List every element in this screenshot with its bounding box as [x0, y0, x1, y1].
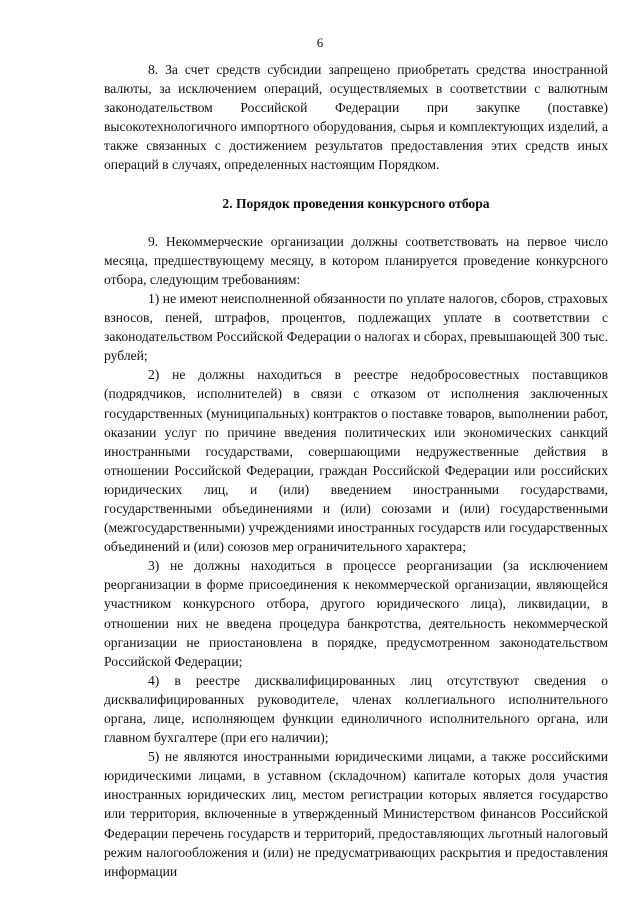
- requirement-item-1: 1) не имеют неисполненной обязанности по уплате налогов, сборов, страховых взносов, пеней, штрафов, процентов, подлежащих уплате в соответствии с законодательством Российской Федерации о налогах и сборах, превышающей 300 тыс. рублей;: [104, 290, 608, 364]
- requirement-item-5: 5) не являются иностранными юридическими лицами, а также российскими юридическими лицами, в уставном (складочном) капитале которых доля участия иностранных юридических лиц, местом регистрации которых является государство или территория, включенные в утвержденный Министерством финансов Российской Федерации перечень государств и территорий, предоставляющих льготный налоговый режим налогообложения и (или) не предусматривающих раскрытия и предоставления информации: [104, 749, 608, 879]
- page-number: 6: [316, 35, 324, 50]
- section-heading: 2. Порядок проведения конкурсного отбора: [222, 195, 490, 211]
- requirement-item-2: 2) не должны находиться в реестре недобросовестных поставщиков (подрядчиков, исполнителей) в связи с отказом от исполнения заключенных государственных (муниципальных) контрактов о поставке товаров, выполнении работ, оказании услуг по причине введения политических или экономических санкций иностранными государствами, совершающими недружественные действия в отношении Российской Федерации, граждан Российской Федерации или российских юридических лиц, и (или) введением иностранными государствами, государственными объединениями и (или) союзами и (или) государственными (межгосударственными) учреждениями иностранных государств или государственных объединений и (или) союзов мер ограничительного характера;: [104, 367, 608, 555]
- document-body: [104, 60, 608, 881]
- paragraph-8: 8. За счет средств субсидии запрещено приобретать средства иностранной валюты, за исключением операций, осуществляемых в соответствии с валютным законодательством Российской Федерации при закупке (поставке) высокотехнологичного импортного оборудования, сырья и комплектующих изделий, а также связанных с достижением результатов предоставления этих средств иных операций в случаях, определенных настоящим Порядком.: [104, 62, 608, 173]
- requirement-item-4: 4) в реестре дисквалифицированных лиц отсутствуют сведения о дисквалифицированных руководителе, членах коллегиального исполнительного органа, лице, исполняющем функции единоличного исполнительного органа, или главном бухгалтере (при его наличии);: [104, 672, 608, 746]
- paragraph-9: 9. Некоммерческие организации должны соответствовать на первое число месяца, предшествующему месяцу, в котором планируется проведение конкурсного отбора, следующим требованиям:: [104, 233, 608, 287]
- requirement-item-3: 3) не должны находиться в процессе реорганизации (за исключением реорганизации в форме присоединения к некоммерческой организации, являющейся участником конкурсного отбора, другого юридического лица), ликвидации, в отношении них не введена процедура банкротства, деятельность некоммерческой организации не приостановлена в порядке, предусмотренном законодательством Российской Федерации;: [104, 558, 608, 669]
